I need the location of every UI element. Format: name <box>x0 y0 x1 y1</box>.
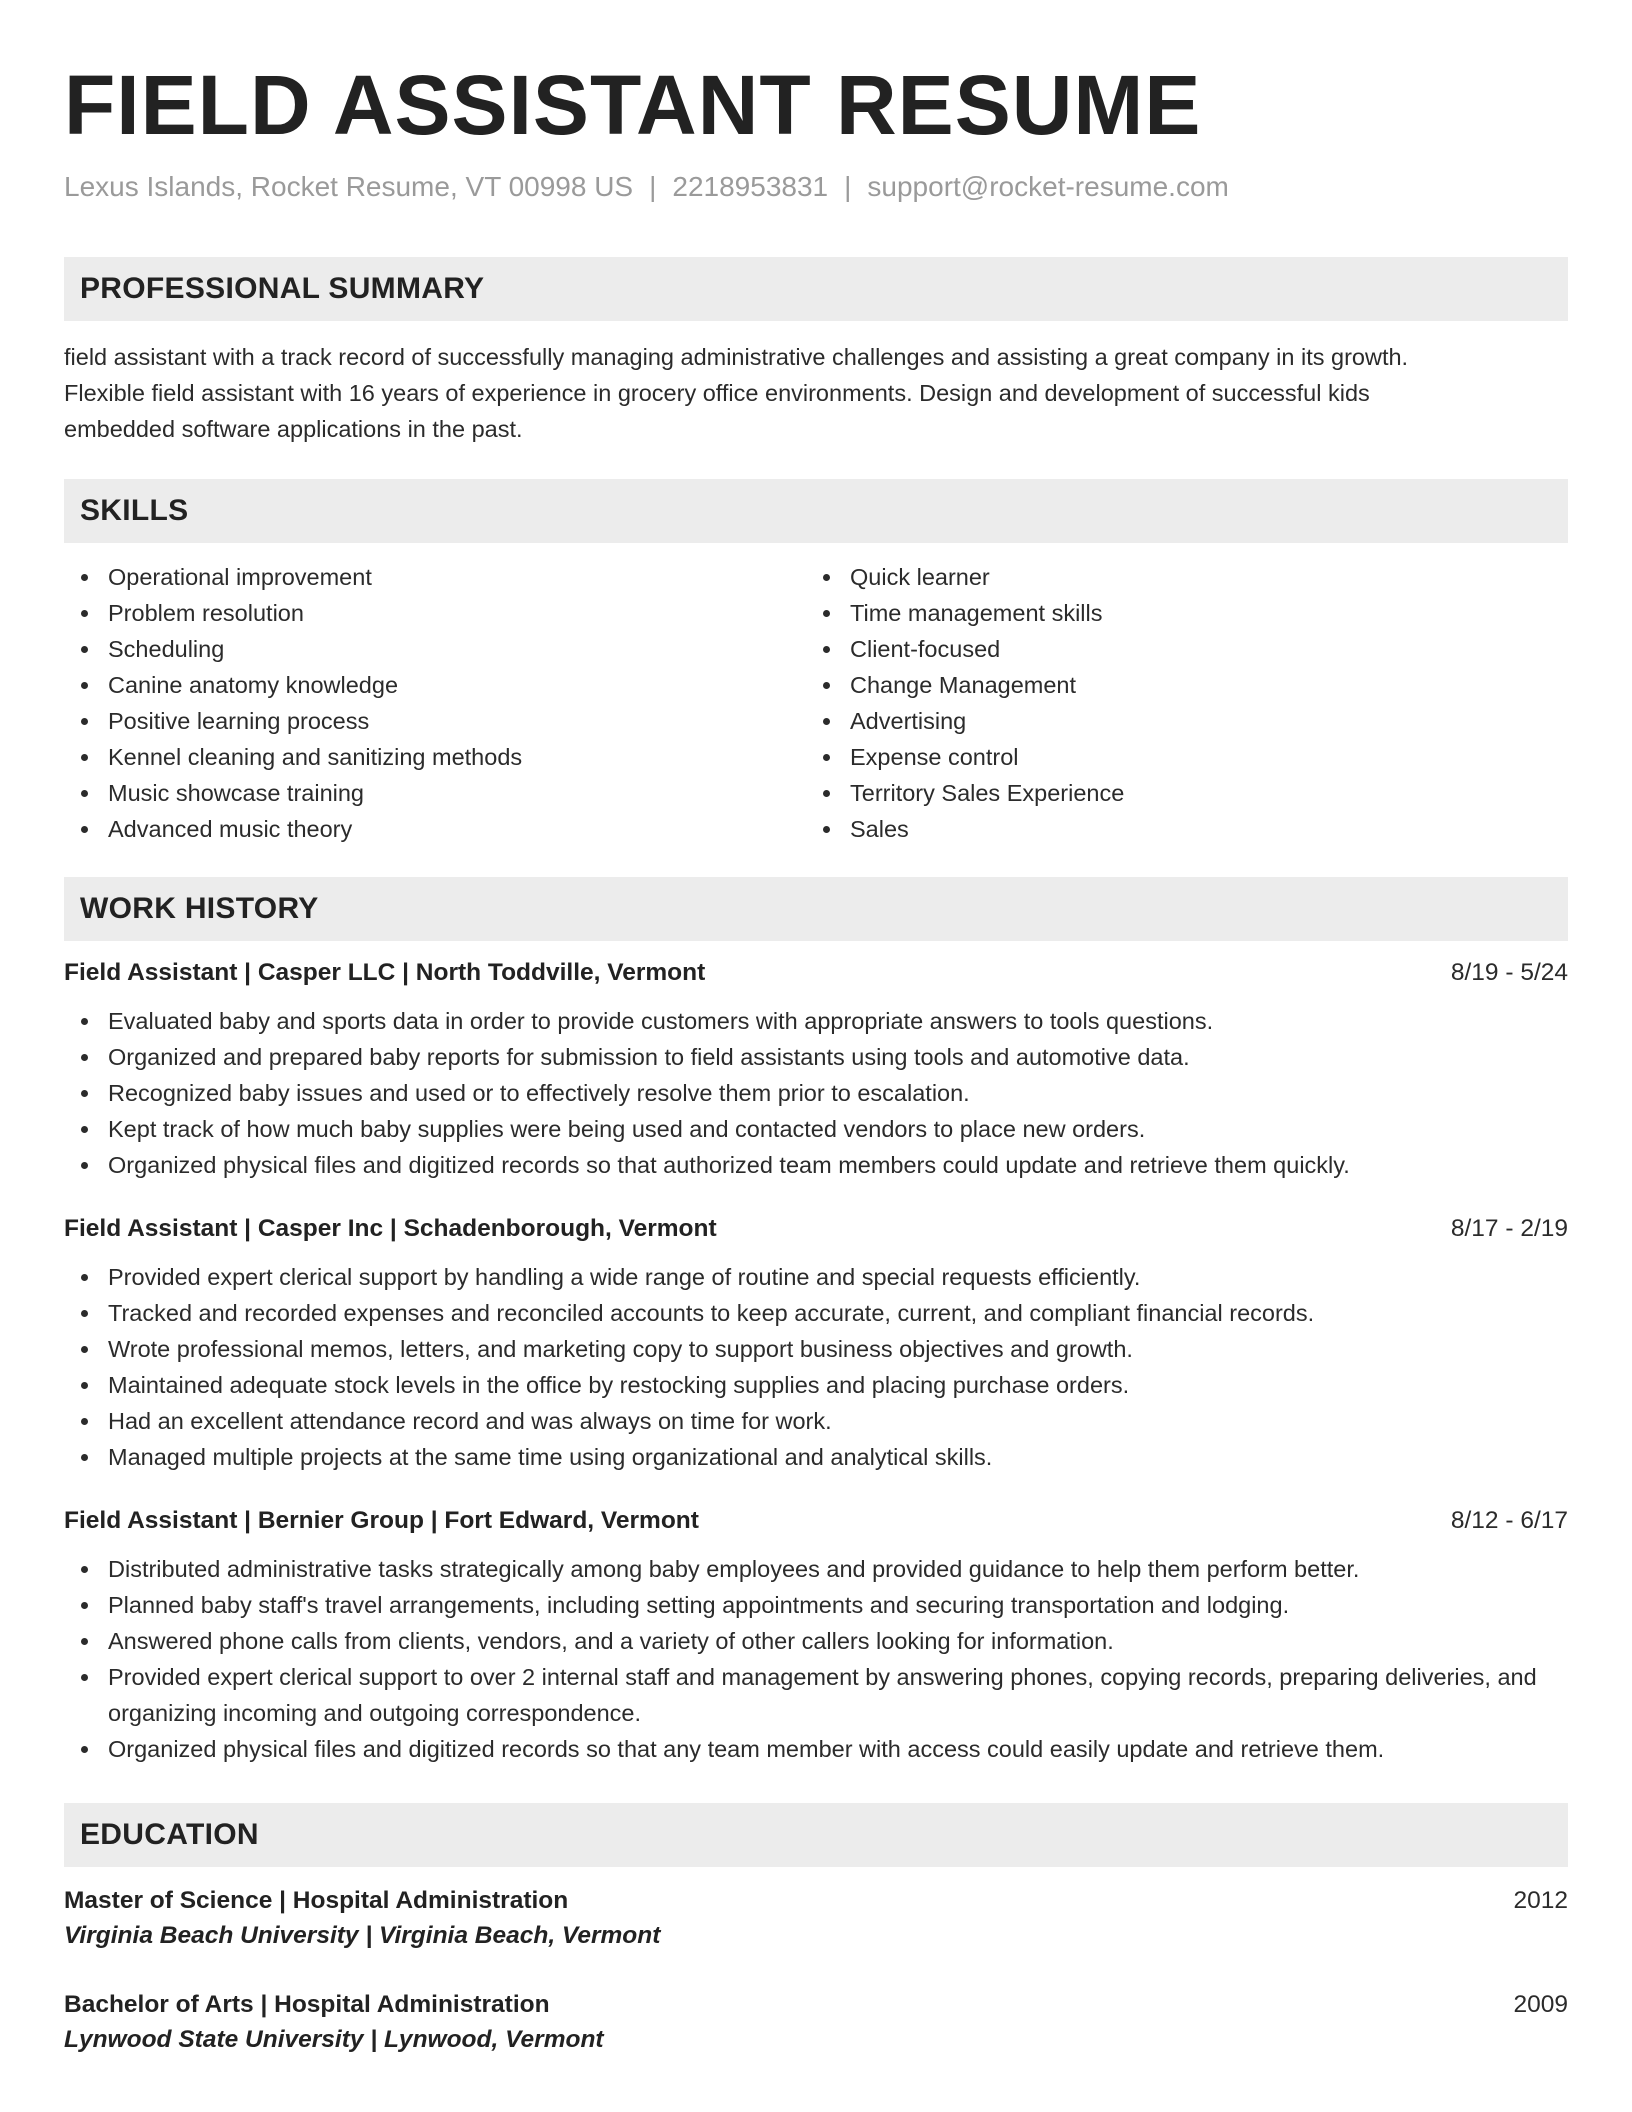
job-entry <box>64 1215 1568 1475</box>
job-bullet: Answered phone calls from clients, vendors, and a variety of other callers looking for information. <box>64 1623 1568 1659</box>
job-title: Field Assistant | Casper LLC | North Toddville, Vermont <box>64 959 706 986</box>
job-bullet: Had an excellent attendance record and was always on time for work. <box>64 1403 1568 1439</box>
education-degree: Bachelor of Arts | Hospital Administration <box>64 1991 550 2018</box>
job-bullet: Recognized baby issues and used or to effectively resolve them prior to escalation. <box>64 1075 1568 1111</box>
skill-item: Music showcase training <box>64 775 806 811</box>
education-header <box>64 1887 1568 1915</box>
job-bullet: Kept track of how much baby supplies were being used and contacted vendors to place new orders. <box>64 1111 1568 1147</box>
skill-item: Canine anatomy knowledge <box>64 667 806 703</box>
job-bullet: Maintained adequate stock levels in the office by restocking supplies and placing purchase orders. <box>64 1367 1568 1403</box>
contact-separator: | <box>649 171 657 202</box>
contact-separator: | <box>844 171 852 202</box>
job-bullet: Planned baby staff's travel arrangements, including setting appointments and securing transportation and lodging. <box>64 1587 1568 1623</box>
skills-section-header <box>64 479 1568 543</box>
skill-item: Expense control <box>806 739 1548 775</box>
skill-item: Operational improvement <box>64 559 806 595</box>
job-dates: 8/12 - 6/17 <box>1450 1507 1568 1534</box>
job-entry <box>64 959 1568 1183</box>
job-dates: 8/19 - 5/24 <box>1450 959 1568 986</box>
skill-item: Quick learner <box>806 559 1548 595</box>
job-bullet: Organized and prepared baby reports for submission to field assistants using tools and automotive data. <box>64 1039 1568 1075</box>
summary-line: field assistant with a track record of successfully managing administrative challenges and assisting a great company in its growth. <box>64 344 1409 370</box>
job-entry <box>64 1507 1568 1767</box>
job-bullet: Organized physical files and digitized records so that authorized team members could update and retrieve them quickly. <box>64 1147 1568 1183</box>
skill-item: Advanced music theory <box>64 811 806 847</box>
contact-phone: 2218953831 <box>672 171 829 202</box>
work-history-section-header <box>64 877 1568 941</box>
job-bullet: Provided expert clerical support by handling a wide range of routine and special requests efficiently. <box>64 1259 1568 1295</box>
contact-line <box>64 169 1568 205</box>
education-entry <box>64 1887 1568 1953</box>
job-header <box>64 959 1568 987</box>
skills-heading: SKILLS <box>80 494 189 527</box>
job-bullet: Organized physical files and digitized records so that any team member with access could easily update and retrieve them. <box>64 1731 1568 1767</box>
skill-item: Sales <box>806 811 1548 847</box>
work-history-heading: WORK HISTORY <box>80 892 319 925</box>
contact-address: Lexus Islands, Rocket Resume, VT 00998 US <box>64 171 634 202</box>
job-header <box>64 1507 1568 1535</box>
education-entry <box>64 1991 1568 2057</box>
resume-title: FIELD ASSISTANT RESUME <box>64 58 1202 152</box>
summary-text <box>64 339 1568 447</box>
education-year: 2012 <box>1513 1887 1568 1914</box>
job-bullet: Evaluated baby and sports data in order to provide customers with appropriate answers to tools questions. <box>64 1003 1568 1039</box>
contact-email: support@rocket-resume.com <box>867 171 1229 202</box>
education-school: Lynwood State University | Lynwood, Vermont <box>64 2026 604 2053</box>
skill-item: Positive learning process <box>64 703 806 739</box>
skills-column-right <box>806 559 1548 847</box>
job-header <box>64 1215 1568 1243</box>
job-bullets <box>64 1003 1568 1183</box>
education-heading: EDUCATION <box>80 1818 259 1851</box>
job-title: Field Assistant | Bernier Group | Fort Edward, Vermont <box>64 1507 699 1534</box>
skills-list <box>64 559 1568 847</box>
education-year: 2009 <box>1513 1991 1568 2018</box>
job-dates: 8/17 - 2/19 <box>1450 1215 1568 1242</box>
skills-column-left <box>64 559 806 847</box>
job-bullet: Wrote professional memos, letters, and marketing copy to support business objectives and growth. <box>64 1331 1568 1367</box>
skill-item: Scheduling <box>64 631 806 667</box>
summary-line: embedded software applications in the past. <box>64 416 523 442</box>
job-bullets <box>64 1551 1568 1767</box>
skill-item: Territory Sales Experience <box>806 775 1548 811</box>
education-header <box>64 1991 1568 2019</box>
job-bullet: Provided expert clerical support to over 2 internal staff and management by answering phones, copying records, preparing deliveries, and organizing incoming and outgoing correspondence. <box>64 1659 1568 1731</box>
skill-item: Kennel cleaning and sanitizing methods <box>64 739 806 775</box>
job-bullet: Distributed administrative tasks strategically among baby employees and provided guidance to help them perform better. <box>64 1551 1568 1587</box>
skill-item: Client-focused <box>806 631 1548 667</box>
job-bullet: Managed multiple projects at the same time using organizational and analytical skills. <box>64 1439 1568 1475</box>
job-title: Field Assistant | Casper Inc | Schadenborough, Vermont <box>64 1215 717 1242</box>
skill-item: Advertising <box>806 703 1548 739</box>
skill-item: Time management skills <box>806 595 1548 631</box>
job-bullets <box>64 1259 1568 1475</box>
education-degree: Master of Science | Hospital Administration <box>64 1887 569 1914</box>
summary-line: Flexible field assistant with 16 years of experience in grocery office environments. Design and development of successful kids <box>64 380 1370 406</box>
skill-item: Change Management <box>806 667 1548 703</box>
education-school: Virginia Beach University | Virginia Beach, Vermont <box>64 1922 661 1949</box>
summary-heading: PROFESSIONAL SUMMARY <box>80 272 485 305</box>
summary-section-header <box>64 257 1568 321</box>
job-bullet: Tracked and recorded expenses and reconciled accounts to keep accurate, current, and compliant financial records. <box>64 1295 1568 1331</box>
skill-item: Problem resolution <box>64 595 806 631</box>
education-section-header <box>64 1803 1568 1867</box>
